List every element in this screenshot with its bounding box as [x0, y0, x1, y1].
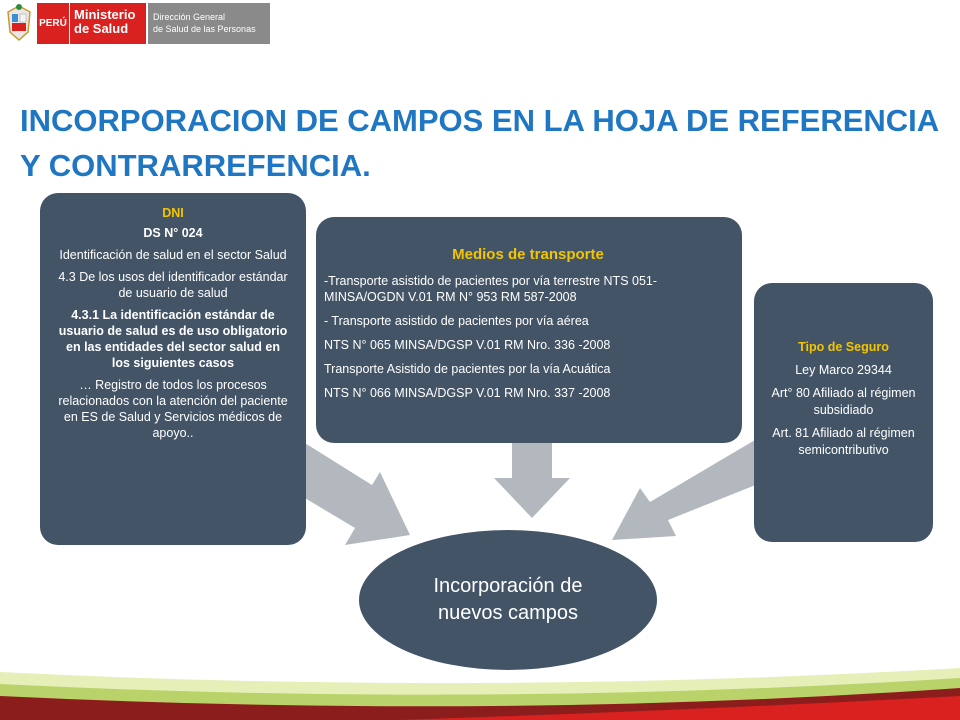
arrow-right	[612, 440, 768, 540]
country-label: PERÚ	[37, 3, 69, 44]
transport-heading: Medios de transporte	[452, 246, 604, 263]
arrow-center	[494, 440, 570, 518]
dni-text-1: Identificación de salud en el sector Salud	[59, 248, 287, 262]
dni-text-2: 4.3 De los usos del identificador estándar de usuario de salud	[58, 270, 288, 300]
ministry-name: Ministerio de Salud	[70, 3, 146, 44]
transport-box	[316, 217, 742, 443]
center-line-2: nuevos campos	[437, 602, 579, 624]
transport-text-1: -Transporte asistido de pacientes por vía terrestre NTS 051-MINSA/OGDN V.01 RM N° 953 RM 587-2008	[324, 274, 658, 304]
transport-text-5: NTS N° 066 MINSA/DGSP V.01 RM Nro. 337 -2008	[324, 386, 611, 400]
slide-title: INCORPORACION DE CAMPOS EN LA HOJA DE REFERENCIA Y CONTRARREFENCIA.	[20, 103, 940, 183]
dni-text-3: 4.3.1 La identificación estándar de usuario de salud es de uso obligatorio en las entidades del sector salud en los siguientes casos	[58, 308, 288, 370]
center-node	[359, 530, 657, 670]
insurance-text-1: Ley Marco 29344	[795, 363, 892, 377]
transport-text-2: - Transporte asistido de pacientes por vía aérea	[324, 314, 589, 328]
directorate-name: Dirección General de Salud de las Personas	[148, 3, 270, 44]
dni-text-4: … Registro de todos los procesos relacionados con la atención del paciente en ES de Salud y Servicios médicos de apoyo..	[58, 378, 288, 440]
insurance-text-3: Art. 81 Afiliado al régimen semicontributivo	[772, 426, 915, 457]
dni-box	[40, 193, 306, 545]
insurance-text-2: Art° 80 Afiliado al régimen subsidiado	[771, 386, 916, 417]
dni-decree: DS N° 024	[143, 226, 203, 240]
transport-text-4: Transporte Asistido de pacientes por la vía Acuática	[324, 362, 611, 376]
arrow-left	[288, 440, 410, 545]
footer-stripes	[0, 660, 960, 720]
center-line-1: Incorporación de	[433, 575, 583, 597]
transport-text-3: NTS N° 065 MINSA/DGSP V.01 RM Nro. 336 -2008	[324, 338, 611, 352]
dni-heading: DNI	[162, 206, 184, 220]
insurance-heading: Tipo de Seguro	[798, 340, 889, 354]
insurance-box	[754, 283, 933, 542]
